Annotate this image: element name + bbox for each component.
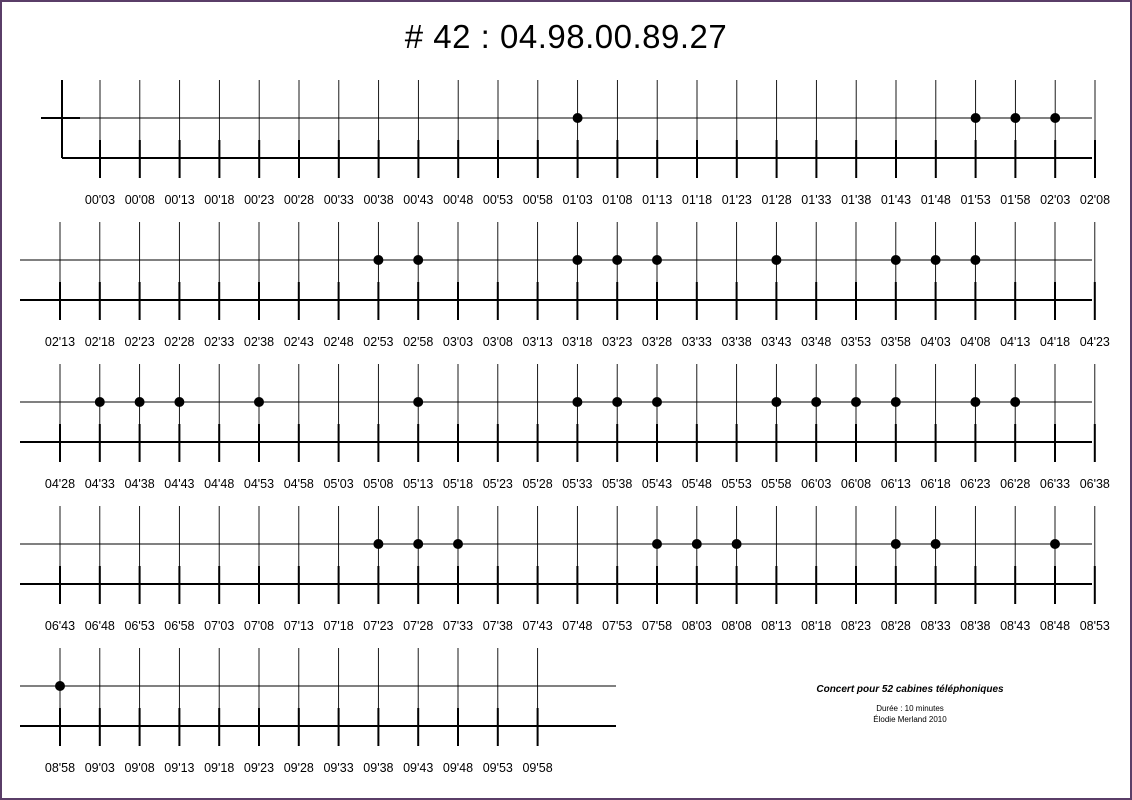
time-label: 04'58 [283,477,314,491]
time-label: 08'13 [761,619,792,633]
time-label: 00'08 [124,193,155,207]
time-label: 05'43 [641,477,673,491]
call-dot [55,681,65,691]
call-dot [1050,539,1060,549]
time-label: 04'23 [1079,335,1110,349]
time-label: 03'03 [442,335,474,349]
time-label: 00'18 [204,193,235,207]
time-label: 01'38 [841,193,872,207]
time-label: 06'48 [84,619,115,633]
time-label: 01'58 [1000,193,1031,207]
time-label: 01'28 [761,193,792,207]
time-label: 05'58 [761,477,792,491]
call-dot [413,397,423,407]
call-dot [1010,113,1020,123]
call-dot [413,539,423,549]
time-label: 00'23 [244,193,275,207]
time-label: 04'33 [84,477,115,491]
time-label: 01'18 [681,193,713,207]
time-label: 09'13 [164,761,195,775]
time-label: 03'28 [641,335,673,349]
time-label: 07'38 [482,619,513,633]
time-label: 03'23 [602,335,633,349]
author-text: Élodie Merland 2010 [873,715,947,724]
time-label: 03'33 [681,335,712,349]
time-label: 03'58 [880,335,911,349]
time-label: 06'33 [1039,477,1071,491]
time-label: 01'13 [642,193,673,207]
call-dot [851,397,861,407]
call-dot [970,255,980,265]
time-label: 09'03 [84,761,115,775]
time-label: 09'23 [243,761,275,775]
time-label: 00'03 [84,193,116,207]
time-label: 00'28 [283,193,315,207]
time-label: 04'28 [44,477,76,491]
call-dot [931,255,941,265]
time-label: 02'13 [44,335,76,349]
time-label: 05'53 [721,477,752,491]
time-label: 03'48 [801,335,832,349]
time-label: 07'13 [283,619,314,633]
time-label: 07'33 [442,619,474,633]
time-label: 06'28 [1000,477,1031,491]
time-label: 09'38 [363,761,394,775]
time-label: 00'33 [323,193,354,207]
time-label: 06'53 [124,619,155,633]
time-label: 08'43 [1000,619,1031,633]
call-dot [572,255,582,265]
time-label: 02'23 [124,335,155,349]
time-label: 08'28 [880,619,911,633]
time-label: 03'08 [482,335,513,349]
time-label: 05'13 [403,477,434,491]
time-label: 00'58 [522,193,553,207]
time-label: 08'18 [801,619,832,633]
time-label: 07'48 [562,619,593,633]
time-label: 02'03 [1040,193,1071,207]
call-dot [453,539,463,549]
time-label: 09'18 [204,761,235,775]
time-label: 01'48 [920,193,951,207]
time-label: 00'38 [363,193,394,207]
time-label: 01'03 [562,193,593,207]
time-label: 00'43 [403,193,434,207]
call-dot [732,539,742,549]
time-label: 02'18 [84,335,115,349]
time-label: 04'53 [243,477,275,491]
credits-block [780,684,1040,724]
call-dot [970,397,980,407]
time-label: 06'03 [801,477,832,491]
time-label: 02'43 [283,335,314,349]
time-label: 04'18 [1039,335,1071,349]
time-label: 04'03 [920,335,951,349]
time-label: 01'53 [960,193,991,207]
time-label: 07'43 [522,619,553,633]
call-dot [373,255,383,265]
call-dot [413,255,423,265]
time-label: 07'08 [243,619,275,633]
time-label: 09'08 [124,761,155,775]
call-dot [254,397,264,407]
time-label: 05'23 [482,477,513,491]
call-dot [891,255,901,265]
time-label: 09'53 [482,761,513,775]
time-label: 05'08 [363,477,394,491]
time-label: 05'48 [681,477,712,491]
time-label: 05'03 [323,477,354,491]
time-label: 08'38 [960,619,991,633]
time-label: 07'18 [323,619,354,633]
time-label: 06'18 [920,477,951,491]
time-label: 08'33 [920,619,951,633]
call-dot [771,255,781,265]
call-dot [1050,113,1060,123]
time-label: 05'18 [442,477,474,491]
time-label: 08'03 [681,619,712,633]
time-label: 04'48 [204,477,235,491]
call-dot [891,539,901,549]
time-label: 08'48 [1039,619,1071,633]
time-label: 02'58 [403,335,434,349]
call-dot [573,113,583,123]
call-dot [612,255,622,265]
time-label: 04'43 [164,477,195,491]
time-label: 04'13 [1000,335,1031,349]
time-label: 00'48 [443,193,474,207]
call-dot [811,397,821,407]
call-dot [174,397,184,407]
call-dot [771,397,781,407]
call-dot [572,397,582,407]
call-dot [135,397,145,407]
time-label: 07'58 [641,619,673,633]
time-label: 03'38 [721,335,752,349]
time-label: 04'08 [960,335,991,349]
call-dot [652,539,662,549]
time-label: 09'28 [283,761,314,775]
time-label: 00'53 [482,193,514,207]
call-dot [373,539,383,549]
time-label: 03'53 [840,335,872,349]
time-label: 05'28 [522,477,553,491]
work-title: Concert pour 52 cabines téléphoniques [816,684,1004,695]
time-label: 02'38 [243,335,275,349]
time-label: 06'58 [164,619,195,633]
time-label: 03'43 [761,335,792,349]
time-label: 09'43 [403,761,434,775]
time-label: 06'38 [1079,477,1110,491]
time-label: 01'08 [602,193,633,207]
time-label: 03'18 [562,335,593,349]
time-label: 00'13 [164,193,195,207]
time-label: 07'03 [204,619,235,633]
time-label: 02'53 [363,335,394,349]
call-dot [652,255,662,265]
call-dot [971,113,981,123]
time-label: 09'48 [442,761,474,775]
time-label: 01'43 [880,193,912,207]
call-dot [891,397,901,407]
time-label: 08'08 [721,619,752,633]
time-label: 06'43 [44,619,76,633]
time-label: 06'13 [880,477,911,491]
time-label: 08'53 [1079,619,1110,633]
time-label: 07'28 [403,619,434,633]
time-label: 02'33 [204,335,235,349]
time-label: 08'23 [840,619,872,633]
call-dot [931,539,941,549]
time-label: 09'33 [323,761,354,775]
time-label: 06'08 [840,477,872,491]
time-label: 03'13 [522,335,553,349]
call-dot [692,539,702,549]
time-label: 02'08 [1079,193,1111,207]
time-label: 09'58 [522,761,553,775]
call-dot [1010,397,1020,407]
time-label: 07'53 [602,619,633,633]
time-label: 05'33 [562,477,593,491]
time-label: 01'33 [801,193,832,207]
duration-text: Durée : 10 minutes [876,704,944,713]
call-dot [95,397,105,407]
time-label: 02'48 [323,335,354,349]
score-title: # 42 : 04.98.00.89.27 [404,18,728,55]
call-dot [612,397,622,407]
time-label: 04'38 [124,477,155,491]
time-label: 05'38 [602,477,633,491]
time-label: 01'23 [721,193,752,207]
time-label: 06'23 [960,477,991,491]
call-dot [652,397,662,407]
time-label: 07'23 [363,619,394,633]
time-label: 08'58 [44,761,76,775]
time-label: 02'28 [164,335,195,349]
